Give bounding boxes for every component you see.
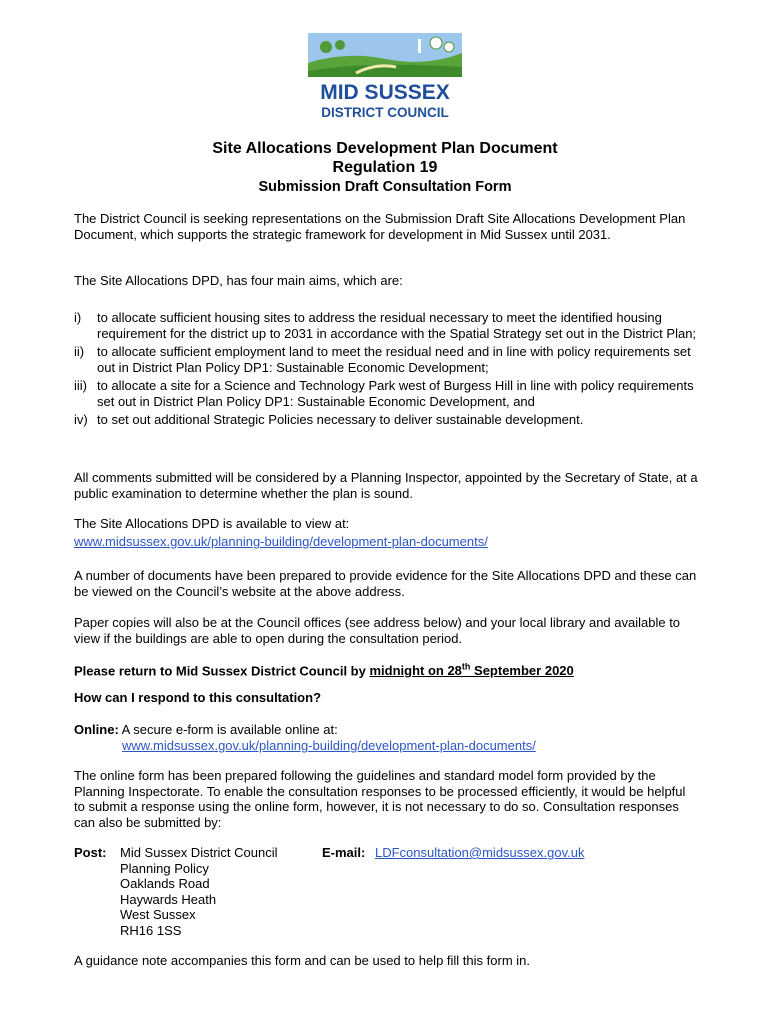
- guidance-note: A guidance note accompanies this form and can be used to help fill this form in.: [74, 953, 530, 968]
- address-line: Haywards Heath: [120, 891, 217, 907]
- email-label: E-mail:: [322, 845, 366, 860]
- council-logo: [306, 33, 464, 123]
- aims-intro: The Site Allocations DPD, has four main aims, which are:: [74, 273, 403, 288]
- inspector-paragraph: All comments submitted will be considered by a Planning Inspector, appointed by the Secretary of State, at a public examination to determine whether the plan is sound.: [74, 470, 698, 501]
- document-title: Site Allocations Development Plan Document: [212, 140, 558, 157]
- intro-paragraph: The District Council is seeking representations on the Submission Draft Site Allocations Development Plan Document, which supports the strategic framework for development in Mid Sussex until 2031.: [74, 211, 686, 242]
- logo-line2: DISTRICT COUNCIL: [321, 105, 449, 120]
- document-subtitle: Submission Draft Consultation Form: [258, 179, 512, 195]
- aims-list: [74, 310, 699, 431]
- email-contact: [322, 845, 584, 861]
- online-text: Online: A secure e-form is available online at:: [74, 722, 338, 737]
- list-item: i) to allocate sufficient housing sites to address the residual necessary to meet the identified housing requirement for the district up to 2031 in accordance with the Spatial Strategy set out in the District Plan;: [74, 310, 697, 341]
- online-form-paragraph: The online form has been prepared following the guidelines and standard model form provided by the Planning Inspectorate. To enable the consultation responses to be processed efficiently, it would be helpful to submit a response using the online form, however, it is not necessary to do so. Consultation responses can also be submitted by:: [74, 768, 686, 830]
- list-item: iv) to set out additional Strategic Policies necessary to deliver sustainable development.: [74, 412, 584, 427]
- address-line: RH16 1SS: [120, 922, 182, 938]
- email-link[interactable]: LDFconsultation@midsussex.gov.uk: [374, 845, 585, 860]
- dpd-link[interactable]: www.midsussex.gov.uk/planning-building/development-plan-documents/: [74, 534, 488, 549]
- address-line: Mid Sussex District Council: [120, 845, 278, 860]
- online-form-link[interactable]: www.midsussex.gov.uk/planning-building/development-plan-documents/: [122, 738, 536, 753]
- logo-line1: MID SUSSEX: [320, 81, 450, 104]
- how-heading: How can I respond to this consultation?: [74, 690, 322, 705]
- post-label: Post:: [74, 845, 107, 860]
- address-line: Oaklands Road: [120, 876, 210, 891]
- address-line: West Sussex: [120, 907, 196, 922]
- address-line: Planning Policy: [120, 860, 209, 876]
- evidence-paragraph: A number of documents have been prepared to provide evidence for the Site Allocations DPD and these can be viewed on the Council’s website at the above address.: [74, 568, 697, 599]
- list-item: iii) to allocate a site for a Science and Technology Park west of Burgess Hill in line with policy requirements set out in District Plan Policy DP1: Sustainable Economic Development, and: [74, 378, 694, 409]
- document-regulation: Regulation 19: [332, 159, 438, 176]
- available-text: The Site Allocations DPD is available to view at:: [74, 516, 350, 531]
- paper-copies-paragraph: Paper copies will also be at the Council offices (see address below) and your local library and available to view if the buildings are able to open during the consultation period.: [74, 615, 681, 646]
- list-item: ii) to allocate sufficient employment land to meet the residual need and in line with policy requirements set out in District Plan Policy DP1: Sustainable Economic Development;: [74, 344, 691, 375]
- return-deadline: Please return to Mid Sussex District Council by midnight on 28th September 2020: [74, 662, 574, 679]
